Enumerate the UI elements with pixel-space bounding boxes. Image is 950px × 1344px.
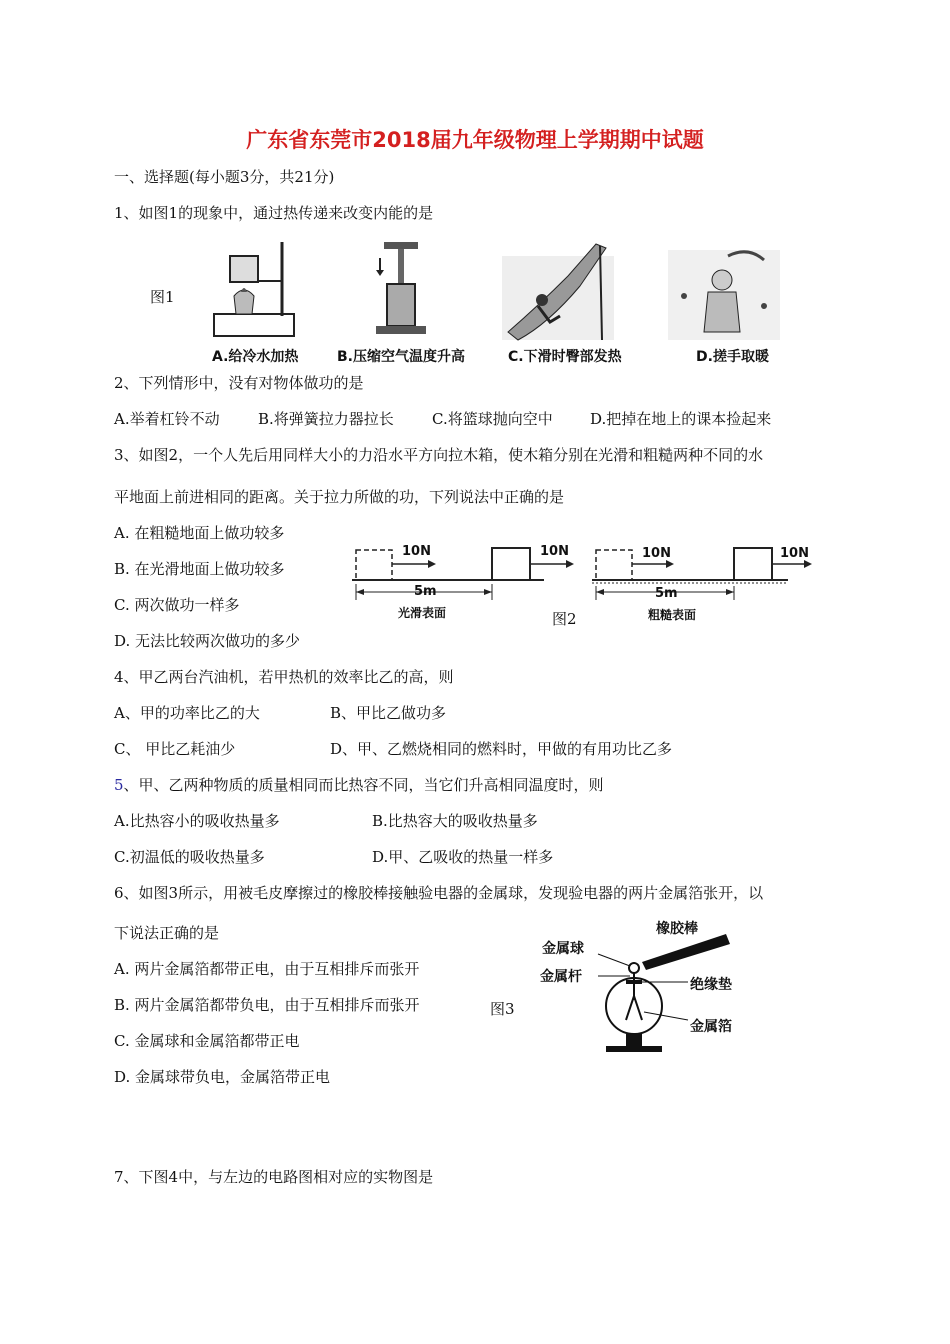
question-6-option-c: C. 金属球和金属箔都带正电 [114,1032,300,1050]
question-3-stem-line2: 平地面上前进相同的距离。关于拉力所做的功，下列说法中正确的是 [114,488,565,506]
question-6-option-a: A. 两片金属箔都带正电，由于互相排斥而张开 [114,960,420,978]
question-5-text: 、甲、乙两种物质的质量相同而比热容不同，当它们升高相同温度时，则 [123,776,604,794]
question-2-stem: 2、下列情形中，没有对物体做功的是 [114,374,364,392]
question-2-option-c: C.将篮球抛向空中 [432,410,553,428]
question-3-option-d: D. 无法比较两次做功的多少 [114,632,301,650]
question-5-option-c: C.初温低的吸收热量多 [114,848,265,866]
question-6-stem-line1: 6、如图3所示，用被毛皮摩擦过的橡胶棒接触验电器的金属球，发现验电器的两片金属箔张开，以 [114,884,764,902]
smooth-surface-label: 光滑表面 [398,606,447,620]
rough-surface-label: 粗糙表面 [648,608,697,622]
question-5-option-d: D.甲、乙吸收的热量一样多 [372,848,554,866]
question-4-option-c: C、 甲比乙耗油少 [114,740,236,758]
force-label-1: 10N [402,544,431,559]
question-4-option-d: D、甲、乙燃烧相同的燃料时，甲做的有用功比乙多 [330,740,673,758]
question-6-stem-line2: 下说法正确的是 [114,924,220,942]
question-4-option-a: A、甲的功率比乙的大 [114,704,260,722]
question-4-option-b: B、甲比乙做功多 [330,704,447,722]
question-3-stem-line1: 3、如图2，一个人先后用同样大小的力沿水平方向拉木箱，使木箱分别在光滑和粗糙两种不同的水 [114,446,764,464]
compressing-air-illustration [376,242,426,334]
figure-1-label: 图1 [150,288,175,306]
section-heading: 一、选择题(每小题3分，共21分) [114,168,335,186]
figure-3-label: 图3 [490,1000,515,1018]
question-4-stem: 4、甲乙两台汽油机，若甲热机的效率比乙的高，则 [114,668,454,686]
question-1-stem: 1、如图1的现象中，通过热传递来改变内能的是 [114,204,434,222]
question-5-number: 5 [114,776,124,794]
question-5-stem [114,774,604,795]
distance-label-2: 5m [655,586,678,601]
figure-1-images [208,236,788,346]
label-metal-ball: 金属球 [542,941,584,957]
question-5-option-b: B.比热容大的吸收热量多 [372,812,538,830]
figure-2-label: 图2 [552,610,577,628]
force-label-2: 10N [540,544,569,559]
page-title: 广东省东莞市2018届九年级物理上学期期中试题 [246,128,704,152]
heating-water-illustration [214,242,294,336]
question-2-option-a: A.举着杠铃不动 [114,410,220,428]
figure-1-caption-d: D.搓手取暖 [696,349,769,365]
slide-illustration [502,244,614,340]
question-3-option-a: A. 在粗糙地面上做功较多 [114,524,285,542]
question-2-option-d: D.把掉在地上的课本捡起来 [590,410,772,428]
force-label-3: 10N [642,546,671,561]
question-2-option-b: B.将弹簧拉力器拉长 [258,410,394,428]
question-5-option-a: A.比热容小的吸收热量多 [114,812,280,830]
question-3-option-c: C. 两次做功一样多 [114,596,240,614]
question-7-stem: 7、下图4中，与左边的电路图相对应的实物图是 [114,1168,434,1186]
figure-1-caption-c: C.下滑时臀部发热 [508,349,622,365]
question-6-option-b: B. 两片金属箔都带负电，由于互相排斥而张开 [114,996,420,1014]
question-3-option-b: B. 在光滑地面上做功较多 [114,560,285,578]
label-metal-foil: 金属箔 [690,1019,732,1035]
figure-1-caption-a: A.给冷水加热 [212,349,299,365]
label-rubber-rod: 橡胶棒 [656,921,698,937]
rubbing-hands-illustration [668,250,780,340]
distance-label-1: 5m [414,584,437,599]
label-insulating-pad: 绝缘垫 [690,977,732,993]
force-label-4: 10N [780,546,809,561]
label-metal-rod: 金属杆 [540,969,582,985]
question-6-option-d: D. 金属球带负电，金属箔带正电 [114,1068,331,1086]
figure-1-caption-b: B.压缩空气温度升高 [337,349,465,365]
